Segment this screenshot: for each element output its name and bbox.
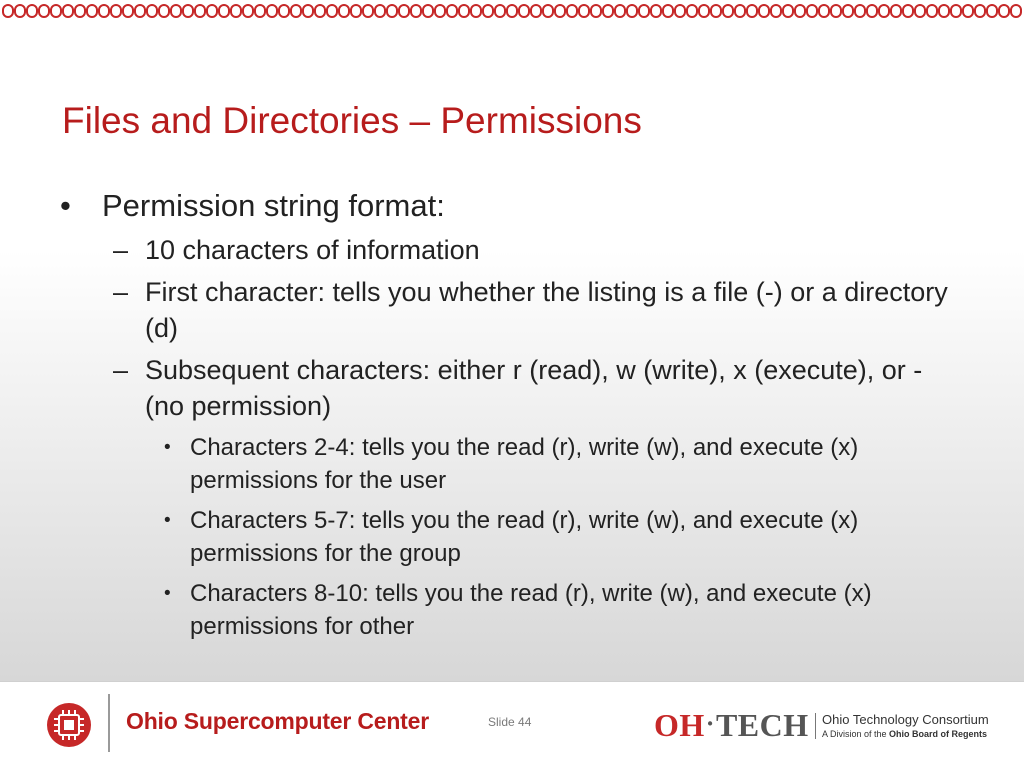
consortium-divider	[815, 713, 816, 739]
slide-title: Files and Directories – Permissions	[62, 100, 642, 141]
chain-pattern-border-icon	[2, 2, 1022, 20]
consortium-sub-prefix: A Division of the	[822, 729, 890, 739]
bullet-marker: –	[113, 277, 129, 307]
bullet-text: Permission string format:	[102, 188, 445, 223]
bullet-text: Subsequent characters: either r (read), w (write), x (execute), or - (no permission)	[145, 355, 923, 421]
logo-divider	[108, 694, 110, 752]
consortium-subtitle	[822, 729, 987, 739]
ohtech-tech: TECH	[715, 707, 809, 743]
slide-number: Slide 44	[488, 715, 532, 729]
ohtech-logo	[654, 707, 809, 744]
bullet-text: First character: tells you whether the listing is a file (-) or a directory (d)	[145, 277, 948, 343]
sub-sub-bullet-item	[60, 577, 965, 643]
sub-sub-bullet-item	[60, 431, 965, 497]
ohtech-dot: ·	[705, 709, 715, 738]
bullet-marker: •	[164, 510, 171, 531]
bullet-list	[60, 186, 965, 643]
bullet-text: Characters 5-7: tells you the read (r), write (w), and execute (x) permissions for the group	[190, 507, 859, 567]
sub-bullet-item	[60, 274, 965, 346]
consortium-sub-bold: Ohio Board of Regents	[889, 729, 988, 739]
decorative-chain-border	[0, 0, 1024, 22]
bullet-marker: –	[113, 235, 129, 265]
bullet-text: Characters 2-4: tells you the read (r), write (w), and execute (x) permissions for the user	[190, 434, 859, 494]
ohio-chip-logo-icon	[46, 702, 92, 748]
bullet-text: 10 characters of information	[145, 235, 480, 265]
bullet-marker: •	[164, 437, 171, 458]
org-name: Ohio Supercomputer Center	[126, 708, 429, 734]
bullet-text: Characters 8-10: tells you the read (r), write (w), and execute (x) permissions for other	[190, 580, 872, 640]
bullet-marker: –	[113, 355, 129, 385]
bullet-marker: •	[60, 188, 71, 223]
ohtech-oh: OH	[654, 707, 705, 743]
consortium-name: Ohio Technology Consortium	[822, 712, 989, 727]
bullet-item	[60, 186, 965, 226]
sub-sub-bullet-item	[60, 504, 965, 570]
sub-bullet-item	[60, 352, 965, 424]
sub-bullet-item	[60, 232, 965, 268]
footer-divider	[0, 681, 1024, 682]
bullet-marker: •	[164, 583, 171, 604]
